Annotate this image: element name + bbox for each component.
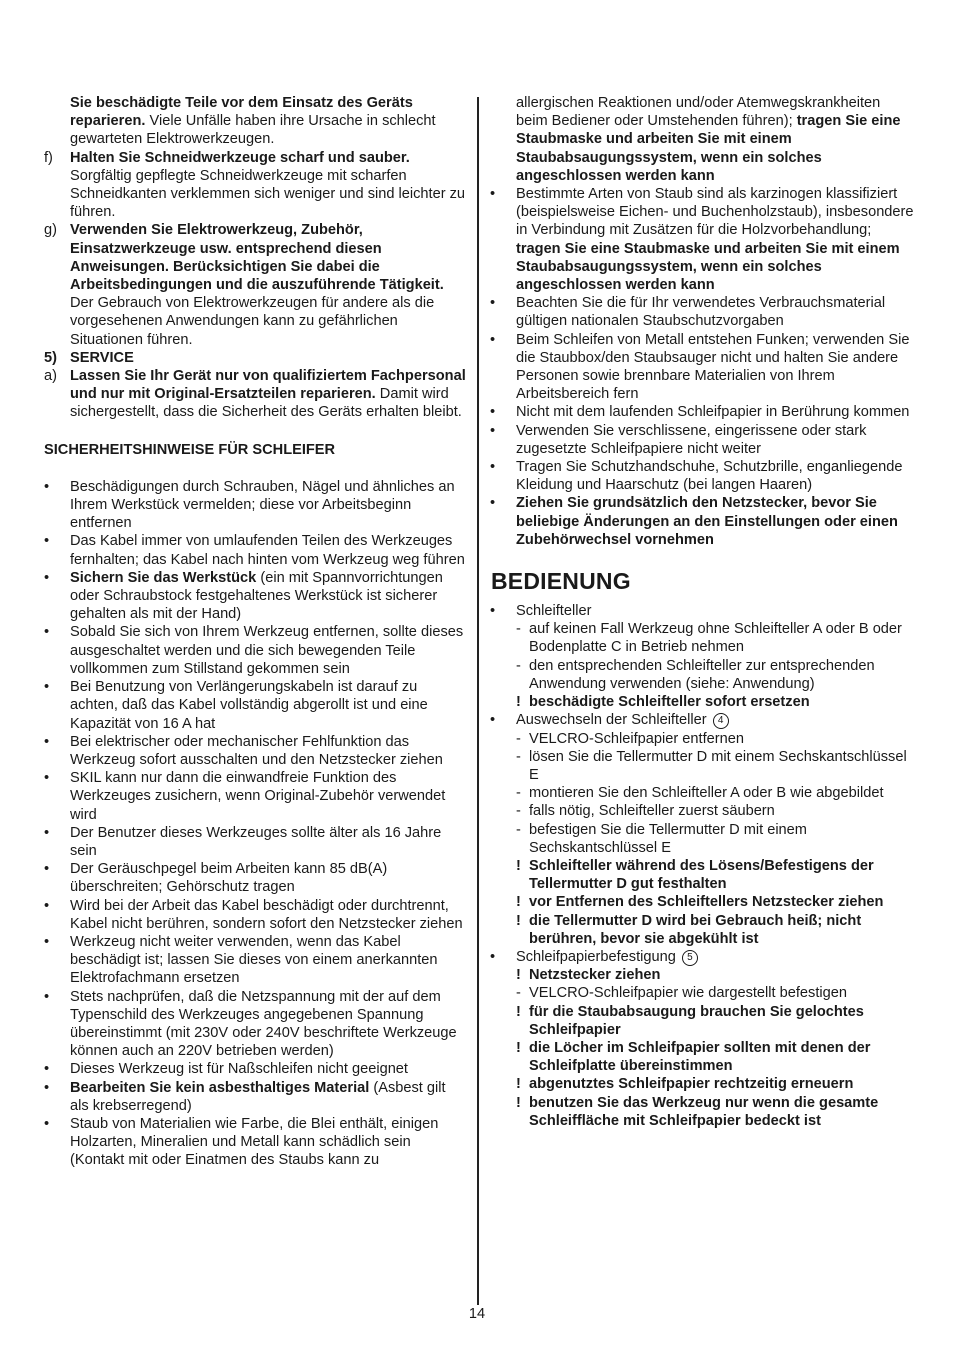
bullet-text: Stets nachprüfen, daß die Netzspannung mit der auf dem Typenschild des Werkzeuges angegebenen Spannung übereinstimmt (mit 230V oder 240V beschriftete Werkzeuge können auch an 220V betrieben werden) — [70, 988, 457, 1060]
item-f — [44, 149, 466, 222]
safety-heading: SICHERHEITSHINWEISE FÜR SCHLEIFER — [44, 441, 336, 458]
bullet-text: Beachten Sie die für Ihr verwendetes Verbrauchsmaterial gültigen nationalen Staubschutzvorgaben — [516, 295, 886, 330]
dust-bullet — [490, 331, 914, 404]
bullet-bold: tragen Sie eine Staubmaske und arbeiten Sie mit einem Staubabsaugungssystem, wenn ein solches angeschlossen werden kann — [516, 240, 900, 294]
bullet-content — [70, 1079, 466, 1115]
safety-bullet — [44, 623, 466, 678]
step-item — [490, 802, 914, 820]
bullet-marker: • — [490, 295, 496, 312]
bullet-content — [70, 933, 466, 988]
step-item — [490, 821, 914, 857]
warning-item — [490, 857, 914, 893]
bullet-content — [516, 294, 914, 330]
bullet-marker: • — [44, 569, 50, 586]
step-item — [490, 620, 914, 656]
safety-bullet — [44, 897, 466, 933]
dust-bullet — [490, 403, 914, 421]
bullet-text: Der Geräuschpegel beim Arbeiten kann 85 dB(A) überschreiten; Gehörschutz tragen — [70, 861, 388, 896]
bullet-text: Werkzeug nicht weiter verwenden, wenn das Kabel beschädigt ist; lassen Sie dieses von einem anerkannten Elektrofachmann ersetzen — [70, 933, 438, 987]
step-item — [490, 984, 914, 1002]
item-g-text: Der Gebrauch von Elektrowerkzeugen für andere als die vorgesehenen Anwendungen kann zu gefährlichen Situationen führen. — [70, 295, 435, 348]
bullet-marker: • — [490, 422, 496, 439]
item-g-bold: Verwenden Sie Elektrowerkzeug, Zubehör, Einsatzwerkzeuge usw. entsprechend diesen Anweisungen. Berücksichtigen Sie dabei die Arbeitsbedingungen und die auszuführende Tätigkeit. — [70, 222, 444, 294]
warning-icon: ! — [516, 894, 521, 911]
bullet-marker: • — [44, 861, 50, 878]
warning-item — [490, 966, 914, 984]
continued-bold: tragen Sie eine Staubmaske und arbeiten Sie mit einem Staubabsaugungssystem, wenn ein solches angeschlossen werden kann — [516, 113, 901, 184]
bullet-content — [70, 897, 466, 933]
item-a — [44, 367, 466, 422]
bullet-content — [70, 623, 466, 678]
step-text: benutzen Sie das Werkzeug nur wenn die gesamte Schleiffläche mit Schleifpapier bedeckt ist — [529, 1094, 879, 1129]
bullet-text: Wird bei der Arbeit das Kabel beschädigt oder durchtrennt, Kabel nicht berühren, sondern sofort den Netzstecker ziehen — [70, 897, 463, 932]
dust-bullet — [490, 422, 914, 458]
item-f-marker: f) — [44, 149, 53, 166]
safety-bullet — [44, 1060, 466, 1078]
continued-text: allergischen Reaktionen und/oder Atemwegskrankheiten beim Bediener oder Umstehenden führen); — [516, 95, 881, 130]
intro-paragraph — [44, 94, 466, 149]
item-f-text: Sorgfältig gepflegte Schneidwerkzeuge mit scharfen Schneidkanten verklemmen sich weniger und sind leichter zu führen. — [70, 167, 466, 221]
left-column — [44, 94, 466, 1170]
bullet-content — [516, 458, 914, 494]
bullet-text: Beim Schleifen von Metall entstehen Funken; verwenden Sie die Staubbox/den Staubsauger nicht und halten Sie andere Personen sowie brennbare Materialien von Ihrem Arbeitsbereich fern — [516, 331, 910, 403]
bullet-marker: • — [490, 404, 496, 421]
warning-icon: ! — [516, 857, 521, 874]
step-text: lösen Sie die Tellermutter D mit einem Sechskantschlüssel E — [529, 748, 907, 783]
step-text: vor Entfernen des Schleiftellers Netzstecker ziehen — [529, 894, 884, 911]
safety-bullet — [44, 824, 466, 860]
bullet-marker: • — [490, 459, 496, 476]
dash-marker: - — [516, 985, 521, 1002]
section-heading-bedienung: BEDIENUNG — [491, 568, 631, 595]
bullet-content — [516, 422, 914, 458]
warning-item — [490, 1075, 914, 1093]
bullet-auswechseln — [490, 711, 914, 729]
bullet-marker: • — [44, 1115, 50, 1132]
bullet-bold: Bearbeiten Sie kein asbesthaltiges Material — [70, 1079, 370, 1096]
step-text: Schleifteller während des Lösens/Befestigens der Tellermutter D gut festhalten — [529, 857, 874, 893]
bullet-content — [70, 1115, 466, 1170]
bullet-content — [516, 494, 914, 549]
step-text: falls nötig, Schleifteller zuerst säubern — [529, 803, 775, 820]
bullet-text: Bei elektrischer oder mechanischer Fehlfunktion das Werkzeug sofort ausschalten und den Netzstecker ziehen — [70, 733, 443, 768]
dash-marker: - — [516, 657, 521, 674]
bullet-marker: • — [44, 624, 50, 641]
safety-bullet — [44, 678, 466, 733]
dust-bullet — [490, 458, 914, 494]
safety-bullet — [44, 933, 466, 988]
bullet-content — [70, 769, 466, 824]
bullet-bold: Sichern Sie das Werkstück — [70, 569, 257, 586]
bullet-text: Tragen Sie Schutzhandschuhe, Schutzbrille, enganliegende Kleidung und Haarschutz (bei langen Haaren) — [516, 459, 903, 494]
step-text: montieren Sie den Schleifteller A oder B wie abgebildet — [529, 785, 884, 802]
item-a-text: Damit wird sichergestellt, dass die Sicherheit des Geräts erhalten bleibt. — [70, 386, 462, 421]
bullet-content — [70, 988, 466, 1061]
warning-icon: ! — [516, 694, 521, 711]
bullet-text: (Asbest gilt als krebserregend) — [70, 1079, 446, 1114]
bullet-content — [70, 569, 466, 624]
safety-bullet — [44, 860, 466, 896]
warning-item — [490, 1039, 914, 1075]
step-item — [490, 784, 914, 802]
column-divider — [477, 97, 479, 1305]
bullet-marker: • — [44, 770, 50, 787]
bullet-text: (ein mit Spannvorrichtungen oder Schraubstock festgehaltenes Werkstück ist sicherer gehalten als mit der Hand) — [70, 569, 443, 623]
dust-bullet-list — [490, 185, 914, 549]
step-text: den entsprechenden Schleifteller zur entsprechenden Anwendung verwenden (siehe: Anwendung) — [529, 657, 875, 692]
warning-icon: ! — [516, 1076, 521, 1093]
bullet-text: SKIL kann nur dann die einwandfreie Funktion des Werkzeuges zusichern, wenn Original-Zubehör verwendet wird — [70, 770, 446, 823]
step-text: Netzstecker ziehen — [529, 967, 661, 984]
figure-ref-5-icon: 5 — [682, 950, 698, 966]
bullet-marker: • — [490, 186, 496, 203]
bullet-schleifteller-title: Schleifteller — [516, 603, 592, 620]
bullet-content — [70, 860, 466, 896]
warning-item — [490, 693, 914, 711]
bullet-content — [70, 1060, 466, 1078]
step-text: die Löcher im Schleifpapier sollten mit denen der Schleifplatte übereinstimmen — [529, 1039, 871, 1075]
bullet-text: Dieses Werkzeug ist für Naßschleifen nicht geeignet — [70, 1061, 408, 1078]
bullet-content — [516, 403, 914, 421]
bullet-bold: Ziehen Sie grundsätzlich den Netzstecker, bevor Sie beliebige Änderungen an den Einstellungen oder einen Zubehörwechsel vornehmen — [516, 495, 898, 548]
page-number: 14 — [468, 1306, 486, 1322]
step-text: abgenutztes Schleifpapier rechtzeitig erneuern — [529, 1076, 854, 1093]
step-text: auf keinen Fall Werkzeug ohne Schleifteller A oder B oder Bodenplatte C in Betrieb nehmen — [529, 621, 902, 656]
bullet-content — [516, 331, 914, 404]
bullet-marker: • — [44, 478, 50, 495]
warning-item — [490, 1094, 914, 1130]
step-text: die Tellermutter D wird bei Gebrauch heiß; nicht berühren, bevor sie abgekühlt ist — [529, 912, 862, 947]
warning-item — [490, 912, 914, 948]
bullet-marker: • — [44, 733, 50, 750]
bullet-befestigung — [490, 948, 914, 966]
befestigung-steps — [490, 966, 914, 1130]
safety-bullet-list — [44, 478, 466, 1170]
bullet-marker: • — [490, 495, 496, 512]
item-a-marker: a) — [44, 368, 57, 385]
dust-bullet — [490, 494, 914, 549]
bullet-text: Sobald Sie sich von Ihrem Werkzeug entfernen, sollte dieses ausgeschaltet werden und die sich bewegenden Teile vollkommen zum Stillstand gekommen sein — [70, 624, 464, 677]
bullet-text: Bei Benutzung von Verlängerungskabeln ist darauf zu achten, daß das Kabel vollständig abgerollt ist und eine Kapazität von 16 A hat — [70, 679, 428, 732]
step-text: VELCRO-Schleifpapier entfernen — [529, 730, 744, 747]
bullet-marker: • — [490, 948, 496, 965]
bullet-content — [70, 733, 466, 769]
safety-bullet — [44, 1079, 466, 1115]
dust-bullet — [490, 185, 914, 294]
step-text: befestigen Sie die Tellermutter D mit einem Sechskantschlüssel E — [529, 821, 807, 856]
auswechseln-steps — [490, 730, 914, 948]
step-text: für die Staubabsaugung brauchen Sie gelochtes Schleifpapier — [529, 1003, 864, 1038]
warning-item — [490, 893, 914, 911]
dash-marker: - — [516, 821, 521, 838]
item-a-bold: Lassen Sie Ihr Gerät nur von qualifiziertem Fachpersonal und nur mit Original-Ersatzteilen reparieren. — [70, 368, 466, 403]
bullet-text: Beschädigungen durch Schrauben, Nägel und ähnliches an Ihrem Werkstück vermelden; diese vor Arbeitsbeginn entfernen — [70, 478, 455, 532]
bullet-content — [70, 478, 466, 533]
item-f-bold: Halten Sie Schneidwerkzeuge scharf und sauber. — [70, 149, 410, 166]
dust-bullet — [490, 294, 914, 330]
bullet-marker: • — [44, 988, 50, 1005]
service-heading — [44, 349, 466, 367]
step-item — [490, 748, 914, 784]
bullet-marker: • — [44, 679, 50, 696]
safety-bullet — [44, 769, 466, 824]
bullet-marker: • — [44, 933, 50, 950]
service-marker: 5) — [44, 349, 57, 366]
dash-marker: - — [516, 621, 521, 638]
bullet-schleifteller — [490, 602, 914, 620]
safety-bullet — [44, 988, 466, 1061]
safety-bullet — [44, 478, 466, 533]
warning-icon: ! — [516, 1003, 521, 1020]
bullet-befestigung-title: Schleifpapierbefestigung — [516, 948, 676, 965]
warning-item — [490, 1003, 914, 1039]
dash-marker: - — [516, 748, 521, 765]
service-title: SERVICE — [70, 349, 134, 366]
step-text: VELCRO-Schleifpapier wie dargestellt befestigen — [529, 985, 847, 1002]
bullet-content — [516, 185, 914, 294]
safety-bullet — [44, 733, 466, 769]
bullet-text: Staub von Materialien wie Farbe, die Blei enthält, einigen Holzarten, Mineralien und Metall kann schädlich sein (Kontakt mit oder Einatmen des Staubs kann zu — [70, 1115, 439, 1169]
bullet-text: Der Benutzer dieses Werkzeuges sollte älter als 16 Jahre sein — [70, 824, 442, 859]
intro-text: Viele Unfälle haben ihre Ursache in schlecht gewarteten Elektrowerkzeugen. — [70, 113, 436, 148]
bullet-text: Verwenden Sie verschlissene, eingerissene oder stark zugesetzte Schleifpapiere nicht weiter — [516, 422, 867, 457]
bullet-content — [70, 532, 466, 568]
dash-marker: - — [516, 803, 521, 820]
safety-bullet — [44, 532, 466, 568]
right-column — [490, 94, 914, 1130]
warning-icon: ! — [516, 1094, 521, 1111]
bullet-marker: • — [44, 533, 50, 550]
step-text: beschädigte Schleifteller sofort ersetzen — [529, 694, 810, 711]
figure-ref-4-icon: 4 — [713, 713, 729, 729]
step-item — [490, 730, 914, 748]
bullet-content — [70, 824, 466, 860]
safety-bullet — [44, 1115, 466, 1170]
bullet-marker: • — [44, 824, 50, 841]
bullet-marker: • — [44, 1079, 50, 1096]
safety-bullet — [44, 569, 466, 624]
bullet-text: Das Kabel immer von umlaufenden Teilen des Werkzeuges fernhalten; das Kabel nach hinten vom Werkzeug weg führen — [70, 533, 465, 568]
bullet-content — [70, 678, 466, 733]
warning-icon: ! — [516, 967, 521, 984]
bullet-text: Nicht mit dem laufenden Schleifpapier in Berührung kommen — [516, 404, 910, 421]
bullet-marker: • — [44, 1061, 50, 1078]
bullet-marker: • — [490, 712, 496, 729]
item-g-marker: g) — [44, 222, 57, 239]
warning-icon: ! — [516, 1039, 521, 1056]
schleifteller-steps — [490, 620, 914, 711]
warning-icon: ! — [516, 912, 521, 929]
item-g — [44, 221, 466, 348]
bullet-auswechseln-title: Auswechseln der Schleifteller — [516, 712, 707, 729]
bullet-marker: • — [490, 331, 496, 348]
bullet-marker: • — [44, 897, 50, 914]
bullet-marker: • — [490, 603, 496, 620]
dash-marker: - — [516, 730, 521, 747]
step-item — [490, 657, 914, 693]
bullet-text: Bestimmte Arten von Staub sind als karzinogen klassifiziert (beispielsweise Eichen- und Buchenholzstaub), insbesondere in Verbindung mit Zusätzen für die Holzvorbehandlung; — [516, 186, 914, 239]
dash-marker: - — [516, 785, 521, 802]
intro-bold: Sie beschädigte Teile vor dem Einsatz des Geräts reparieren. — [70, 95, 413, 130]
continued-paragraph — [490, 94, 914, 185]
